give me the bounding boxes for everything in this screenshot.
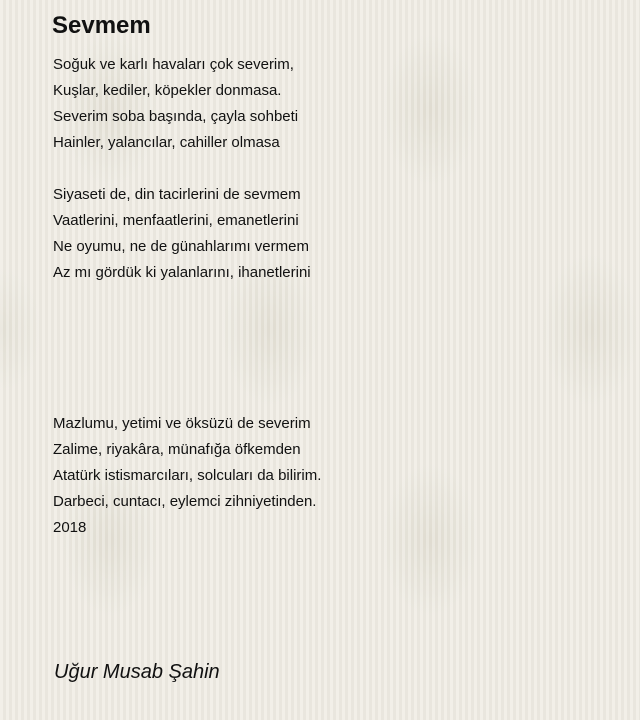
poem-line: Zalime, riyakâra, münafığa öfkemden [53, 441, 301, 458]
poem-line: Atatürk istismarcıları, solcuları da bilirim. [53, 467, 322, 484]
poem-line: Soğuk ve karlı havaları çok severim, [53, 56, 294, 73]
stanza-1 [53, 52, 298, 156]
poem-line: Ne oyumu, ne de günahlarımı vermem [53, 238, 309, 255]
poem-year: 2018 [53, 519, 87, 536]
stanza-3 [53, 411, 321, 541]
poem-line: Az mı gördük ki yalanlarını, ihanetlerini [53, 264, 311, 281]
poem-line: Mazlumu, yetimi ve öksüzü de severim [53, 415, 311, 432]
poem-line: Siyaseti de, din tacirlerini de sevmem [53, 186, 301, 203]
poem-line: Kuşlar, kediler, köpekler donmasa. [53, 82, 282, 99]
poem-author: Uğur Musab Şahin [54, 661, 220, 683]
poem-line: Severim soba başında, çayla sohbeti [53, 108, 299, 125]
poem-title: Sevmem [52, 12, 151, 39]
poem-line: Hainler, yalancılar, cahiller olmasa [53, 134, 280, 151]
poem-line: Vaatlerini, menfaatlerini, emanetlerini [53, 212, 299, 229]
stanza-2 [53, 182, 311, 286]
poem-line: Darbeci, cuntacı, eylemci zihniyetinden. [53, 493, 317, 510]
